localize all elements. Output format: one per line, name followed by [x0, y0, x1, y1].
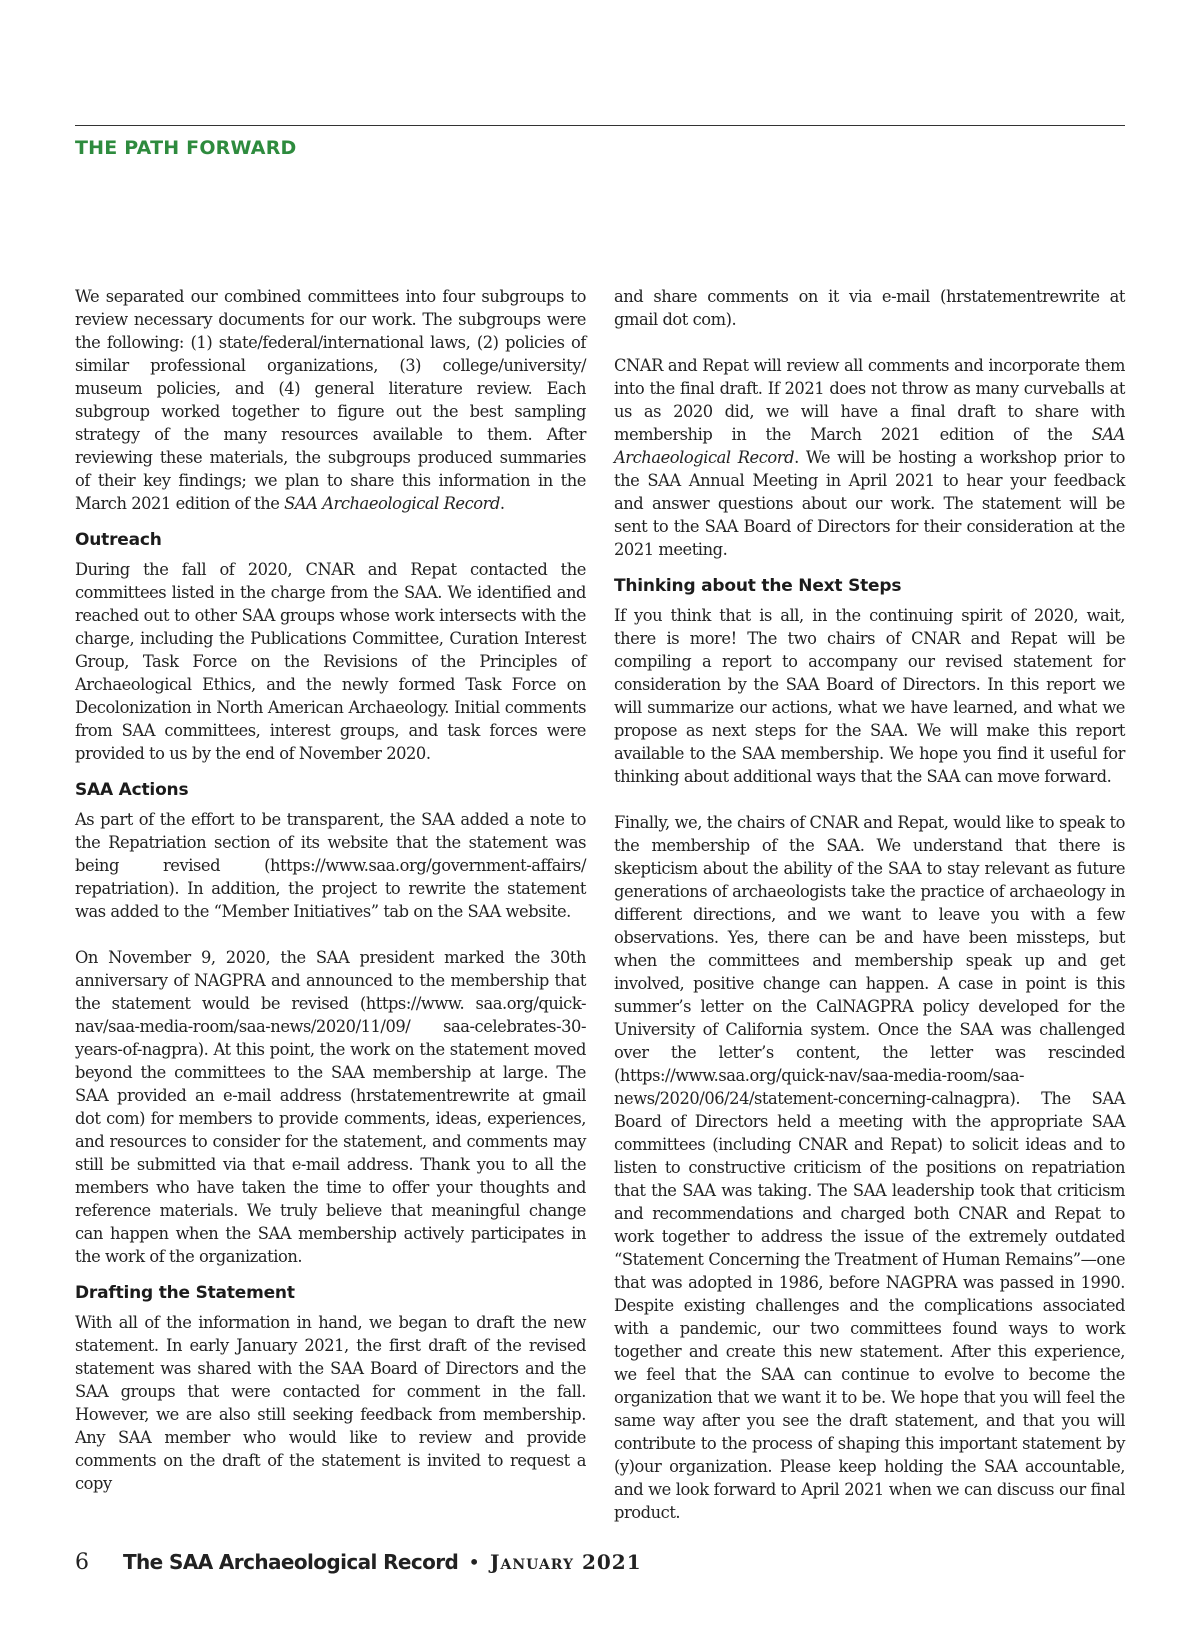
heading-saa-actions: SAA Actions — [75, 780, 189, 800]
section-title: THE PATH FORWARD — [75, 137, 297, 159]
paragraph-actions-anniversary: On November 9, 2020, the SAA president marked the 30th anniversary of NAGPRA and announced to the membership that the statement would be revised (https://www. saa.org/quick-nav/saa-media-room/saa-news/2020/11/09/ saa-celebrates-30-years-of-nagpra). At this point, the work on the statement moved beyond the committees to the SAA membership at large. The SAA provided an e-mail address (hrstatementrewrite at gmail dot com) for members to provide comments, ideas, experiences, and resources to consider for the statement, and comments may still be submitted via that e-mail address. Thank you to all the members who have taken the time to offer your thoughts and reference materials. We truly believe that meaningful change can happen when the SAA membership actively participates in the work of the organization. — [75, 948, 586, 1266]
paragraph-review: CNAR and Repat will review all comments and incorporate them into the final draft. If 2021 does not throw as many curveballs at us as 2020 did, we will have a final draft to share with membership in the March 2021 edition of the SAA Archaeological Record. We will be hosting a workshop prior to the SAA Annual Meeting in April 2021 to hear your feedback and answer questions about our work. The statement will be sent to the SAA Board of Directors for their consideration at the 2021 meeting. — [614, 356, 1125, 559]
left-column — [75, 285, 586, 1495]
paragraph-actions-transparency: As part of the effort to be transparent, the SAA added a note to the Repatriation section of its website that the statement was being revised (https://www.saa.org/government-affairs/ repatriation). In addition, the project to rewrite the statement was added to the “Member Initiatives” tab on the SAA website. — [75, 810, 586, 921]
paragraph-next-steps: If you think that is all, in the continuing spirit of 2020, wait, there is more! The two chairs of CNAR and Repat will be compiling a report to accompany our revised statement for consideration by the SAA Board of Directors. In this report we will summarize our actions, what we have learned, and what we propose as next steps for the SAA. We will make this report available to the SAA membership. We hope you find it useful for thinking about additional ways that the SAA can move forward. — [614, 606, 1125, 786]
page-number: 6 — [75, 1550, 89, 1575]
paragraph-drafting: With all of the information in hand, we began to draft the new statement. In early January 2021, the first draft of the revised statement was shared with the SAA Board of Directors and the SAA groups that were contacted for comment in the fall. However, we are also still seeking feedback from membership. Any SAA member who would like to review and provide comments on the draft of the statement is invited to request a copy — [75, 1313, 586, 1493]
page-footer — [75, 1550, 642, 1575]
heading-drafting: Drafting the Statement — [75, 1283, 295, 1303]
issue-date: January 2021 — [490, 1550, 642, 1574]
paragraph-subgroups: We separated our combined committees into four subgroups to review necessary documents for our work. The subgroups were the following: (1) state/federal/international laws, (2) policies of similar professional organizations, (3) college/university/ museum policies, and (4) general literature review. Each subgroup worked together to figure out the best sampling strategy of the many resources available to them. After reviewing these materials, the subgroups produced summaries of their key findings; we plan to share this information in the March 2021 edition of the SAA Archaeological Record. — [75, 287, 586, 513]
paragraph-continued: and share comments on it via e-mail (hrstatementrewrite at gmail dot com). — [614, 287, 1125, 329]
paragraph-outreach: During the fall of 2020, CNAR and Repat contacted the committees listed in the charge from the SAA. We identified and reached out to other SAA groups whose work intersects with the charge, including the Publications Committee, Curation Interest Group, Task Force on the Revisions of the Principles of Archaeological Ethics, and the newly formed Task Force on Decolonization in North American Archaeology. Initial comments from SAA committees, interest groups, and task forces were provided to us by the end of November 2020. — [75, 560, 586, 763]
footer-separator: • — [468, 1550, 481, 1574]
paragraph-finally: Finally, we, the chairs of CNAR and Repat, would like to speak to the membership of the SAA. We understand that there is skepticism about the ability of the SAA to stay relevant as future generations of archaeologists take the practice of archaeology in different directions, and we want to leave you with a few observations. Yes, there can be and have been missteps, but when the committees and membership speak up and get involved, positive change can happen. A case in point is this summer’s letter on the CalNAGPRA policy developed for the University of California system. Once the SAA was challenged over the letter’s content, the letter was rescinded (https://www.saa.org/quick-nav/saa-media-room/saa-news/2020/06/24/statement-concerning-calnagpra). The SAA Board of Directors held a meeting with the appropriate SAA committees (including CNAR and Repat) to solicit ideas and to listen to constructive criticism of the positions on repatriation that the SAA was taking. The SAA leadership took that criticism and recommendations and charged both CNAR and Repat to work together to address the issue of the extremely outdated “Statement Concerning the Treatment of Human Remains”—one that was adopted in 1986, before NAGPRA was passed in 1990. Despite existing challenges and the complications associated with a pandemic, our two committees found ways to work together and create this new statement. After this experience, we feel that the SAA can continue to evolve to become the organization that we want it to be. We hope that you will feel the same way after you see the draft statement, and that you will contribute to the process of shaping this important statement by (y)our organization. Please keep holding the SAA accountable, and we look forward to April 2021 when we can discuss our final product. — [614, 813, 1125, 1522]
heading-next-steps: Thinking about the Next Steps — [614, 576, 902, 596]
right-column — [614, 285, 1125, 1524]
publication-title: The SAA Archaeological Record — [123, 1550, 459, 1574]
header-rule — [75, 125, 1125, 126]
heading-outreach: Outreach — [75, 530, 162, 550]
